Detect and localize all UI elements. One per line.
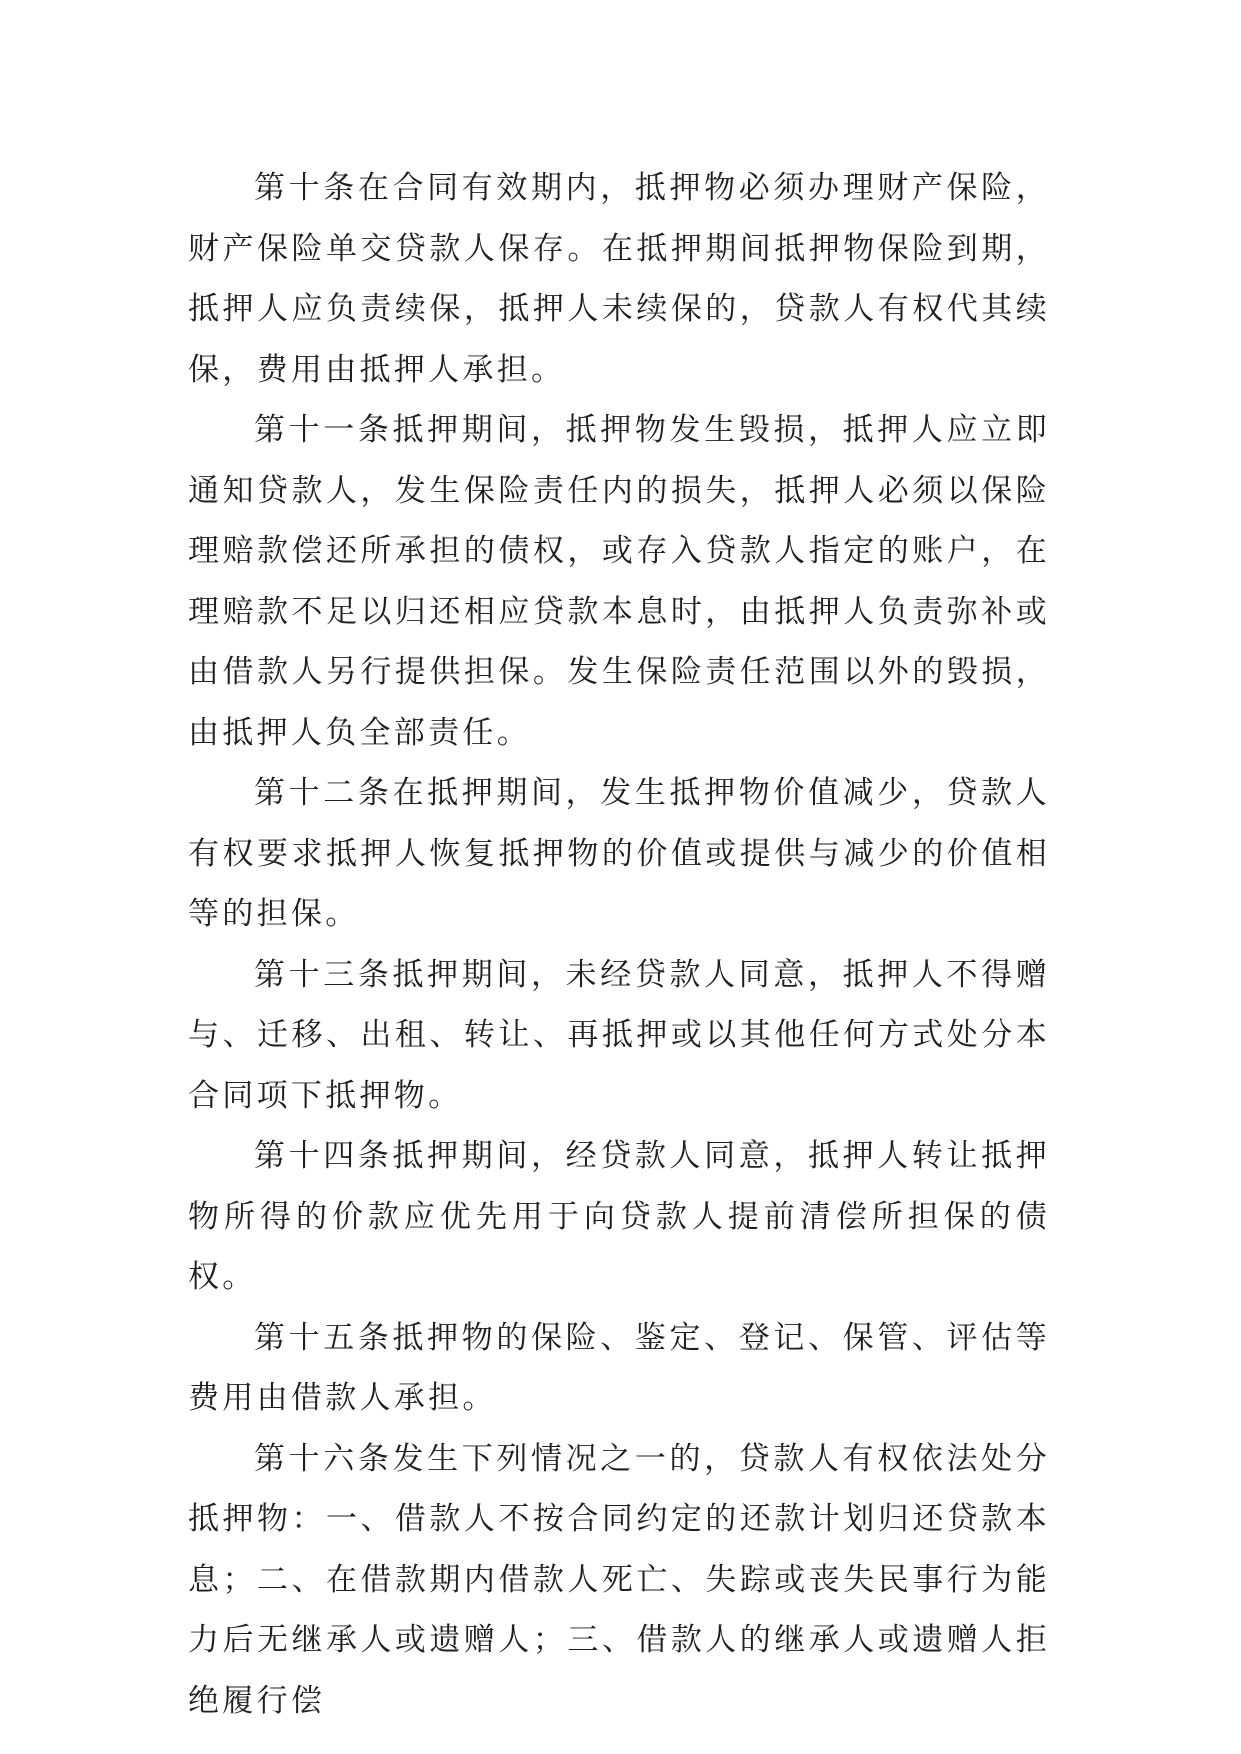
article-12-paragraph: 第十二条在抵押期间，发生抵押物价值减少，贷款人有权要求抵押人恢复抵押物的价值或提供与减少的价值相等的担保。: [188, 775, 1050, 932]
article-11-paragraph: 第十一条抵押期间，抵押物发生毁损，抵押人应立即通知贷款人，发生保险责任内的损失，抵押人必须以保险理赔款偿还所承担的债权，或存入贷款人指定的账户，在理赔款不足以归还相应贷款本息时，由抵押人负责弥补或由借款人另行提供担保。发生保险责任范围以外的毁损，由抵押人负全部责任。: [188, 412, 1050, 751]
article-16-paragraph: 第十六条发生下列情况之一的，贷款人有权依法处分抵押物：一、借款人不按合同约定的还款计划归还贷款本息；二、在借款期内借款人死亡、失踪或丧失民事行为能力后无继承人或遗赠人；三、借款人的继承人或遗赠人拒绝履行偿: [188, 1440, 1050, 1719]
article-15-paragraph: 第十五条抵押物的保险、鉴定、登记、保管、评估等费用由借款人承担。: [188, 1319, 1050, 1416]
article-10-paragraph: 第十条在合同有效期内，抵押物必须办理财产保险，财产保险单交贷款人保存。在抵押期间抵押物保险到期，抵押人应负责续保，抵押人未续保的，贷款人有权代其续保，费用由抵押人承担。: [188, 170, 1050, 388]
article-13-paragraph: 第十三条抵押期间，未经贷款人同意，抵押人不得赠与、迁移、出租、转让、再抵押或以其他任何方式处分本合同项下抵押物。: [188, 956, 1050, 1114]
article-14-paragraph: 第十四条抵押期间，经贷款人同意，抵押人转让抵押物所得的价款应优先用于向贷款人提前清偿所担保的债权。: [188, 1138, 1050, 1295]
document-body: [188, 158, 1050, 1731]
